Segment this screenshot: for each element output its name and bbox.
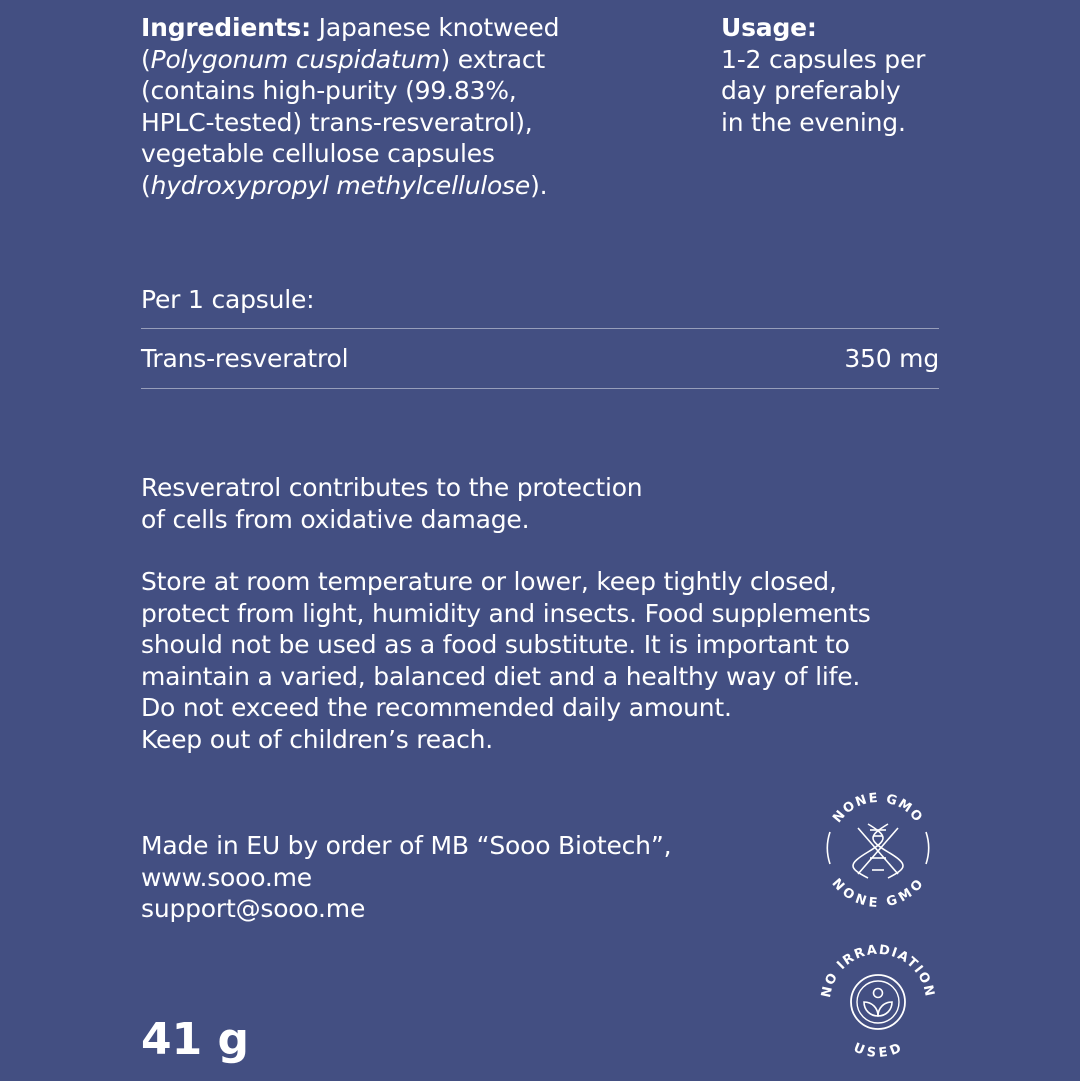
storage-line: should not be used as a food substitute. It is important to: [141, 630, 850, 659]
storage-line: Keep out of children’s reach.: [141, 724, 494, 754]
manufacturer-info: [141, 830, 671, 925]
radura-icon: [818, 942, 938, 1062]
claim-line: Resveratrol contributes to the protection: [141, 473, 643, 502]
ingredients-text: Japanese knotweed: [310, 13, 560, 42]
usage-line: day preferably: [721, 76, 901, 105]
storage-instructions: [141, 566, 871, 755]
support-email-text: support@sooo.me: [141, 894, 366, 923]
badge-top-text: NO IRRADIATION: [819, 942, 937, 999]
latin-name: Polygonum cuspidatum: [150, 44, 441, 74]
manufacturer-line: Made in EU by order of MB “Sooo Biotech”,: [141, 831, 672, 860]
storage-line: protect from light, humidity and insects. Food supplements: [141, 598, 871, 628]
none-gmo-badge: [818, 788, 938, 908]
usage-block: [721, 12, 1061, 138]
ingredients-line: [141, 12, 701, 44]
dna-crossed-icon: [818, 788, 938, 908]
ingredients-line: (contains high-purity (99.83%,: [141, 76, 517, 105]
table-divider-top: [141, 328, 939, 329]
ingredients-line: HPLC-tested) trans-resveratrol),: [141, 107, 533, 137]
storage-line: maintain a varied, balanced diet and a healthy way of life.: [141, 661, 861, 691]
storage-line: Do not exceed the recommended daily amount.: [141, 693, 732, 722]
ingredients-line: vegetable cellulose capsules: [141, 139, 495, 168]
badge-bottom-text: USED: [851, 1040, 905, 1062]
badge-top-text: NONE GMO: [830, 790, 926, 826]
ingredients-heading: Ingredients:: [141, 13, 311, 42]
nutrient-amount: 350 mg: [844, 344, 939, 373]
net-weight: 41 g: [141, 1014, 250, 1065]
usage-line: 1-2 capsules per: [721, 44, 926, 74]
usage-title: Usage:: [721, 13, 817, 42]
ingredients-line: (hydroxypropyl methylcellulose).: [141, 170, 548, 200]
latin-name: hydroxypropyl methylcellulose: [150, 170, 531, 200]
ingredients-line: (Polygonum cuspidatum) extract: [141, 44, 546, 74]
per-capsule-label: Per 1 capsule:: [141, 285, 315, 314]
ingredients-block: [141, 12, 701, 201]
health-claim: [141, 472, 642, 535]
nutrient-name: Trans-resveratrol: [141, 344, 349, 373]
website-text: www.sooo.me: [141, 862, 312, 892]
storage-line: Store at room temperature or lower, keep tightly closed,: [141, 567, 837, 596]
badge-bottom-text: NONE GMO: [828, 875, 928, 908]
claim-line: of cells from oxidative damage.: [141, 504, 530, 534]
table-divider-bottom: [141, 388, 939, 389]
usage-line: in the evening.: [721, 107, 906, 137]
no-irradiation-badge: [818, 942, 938, 1062]
